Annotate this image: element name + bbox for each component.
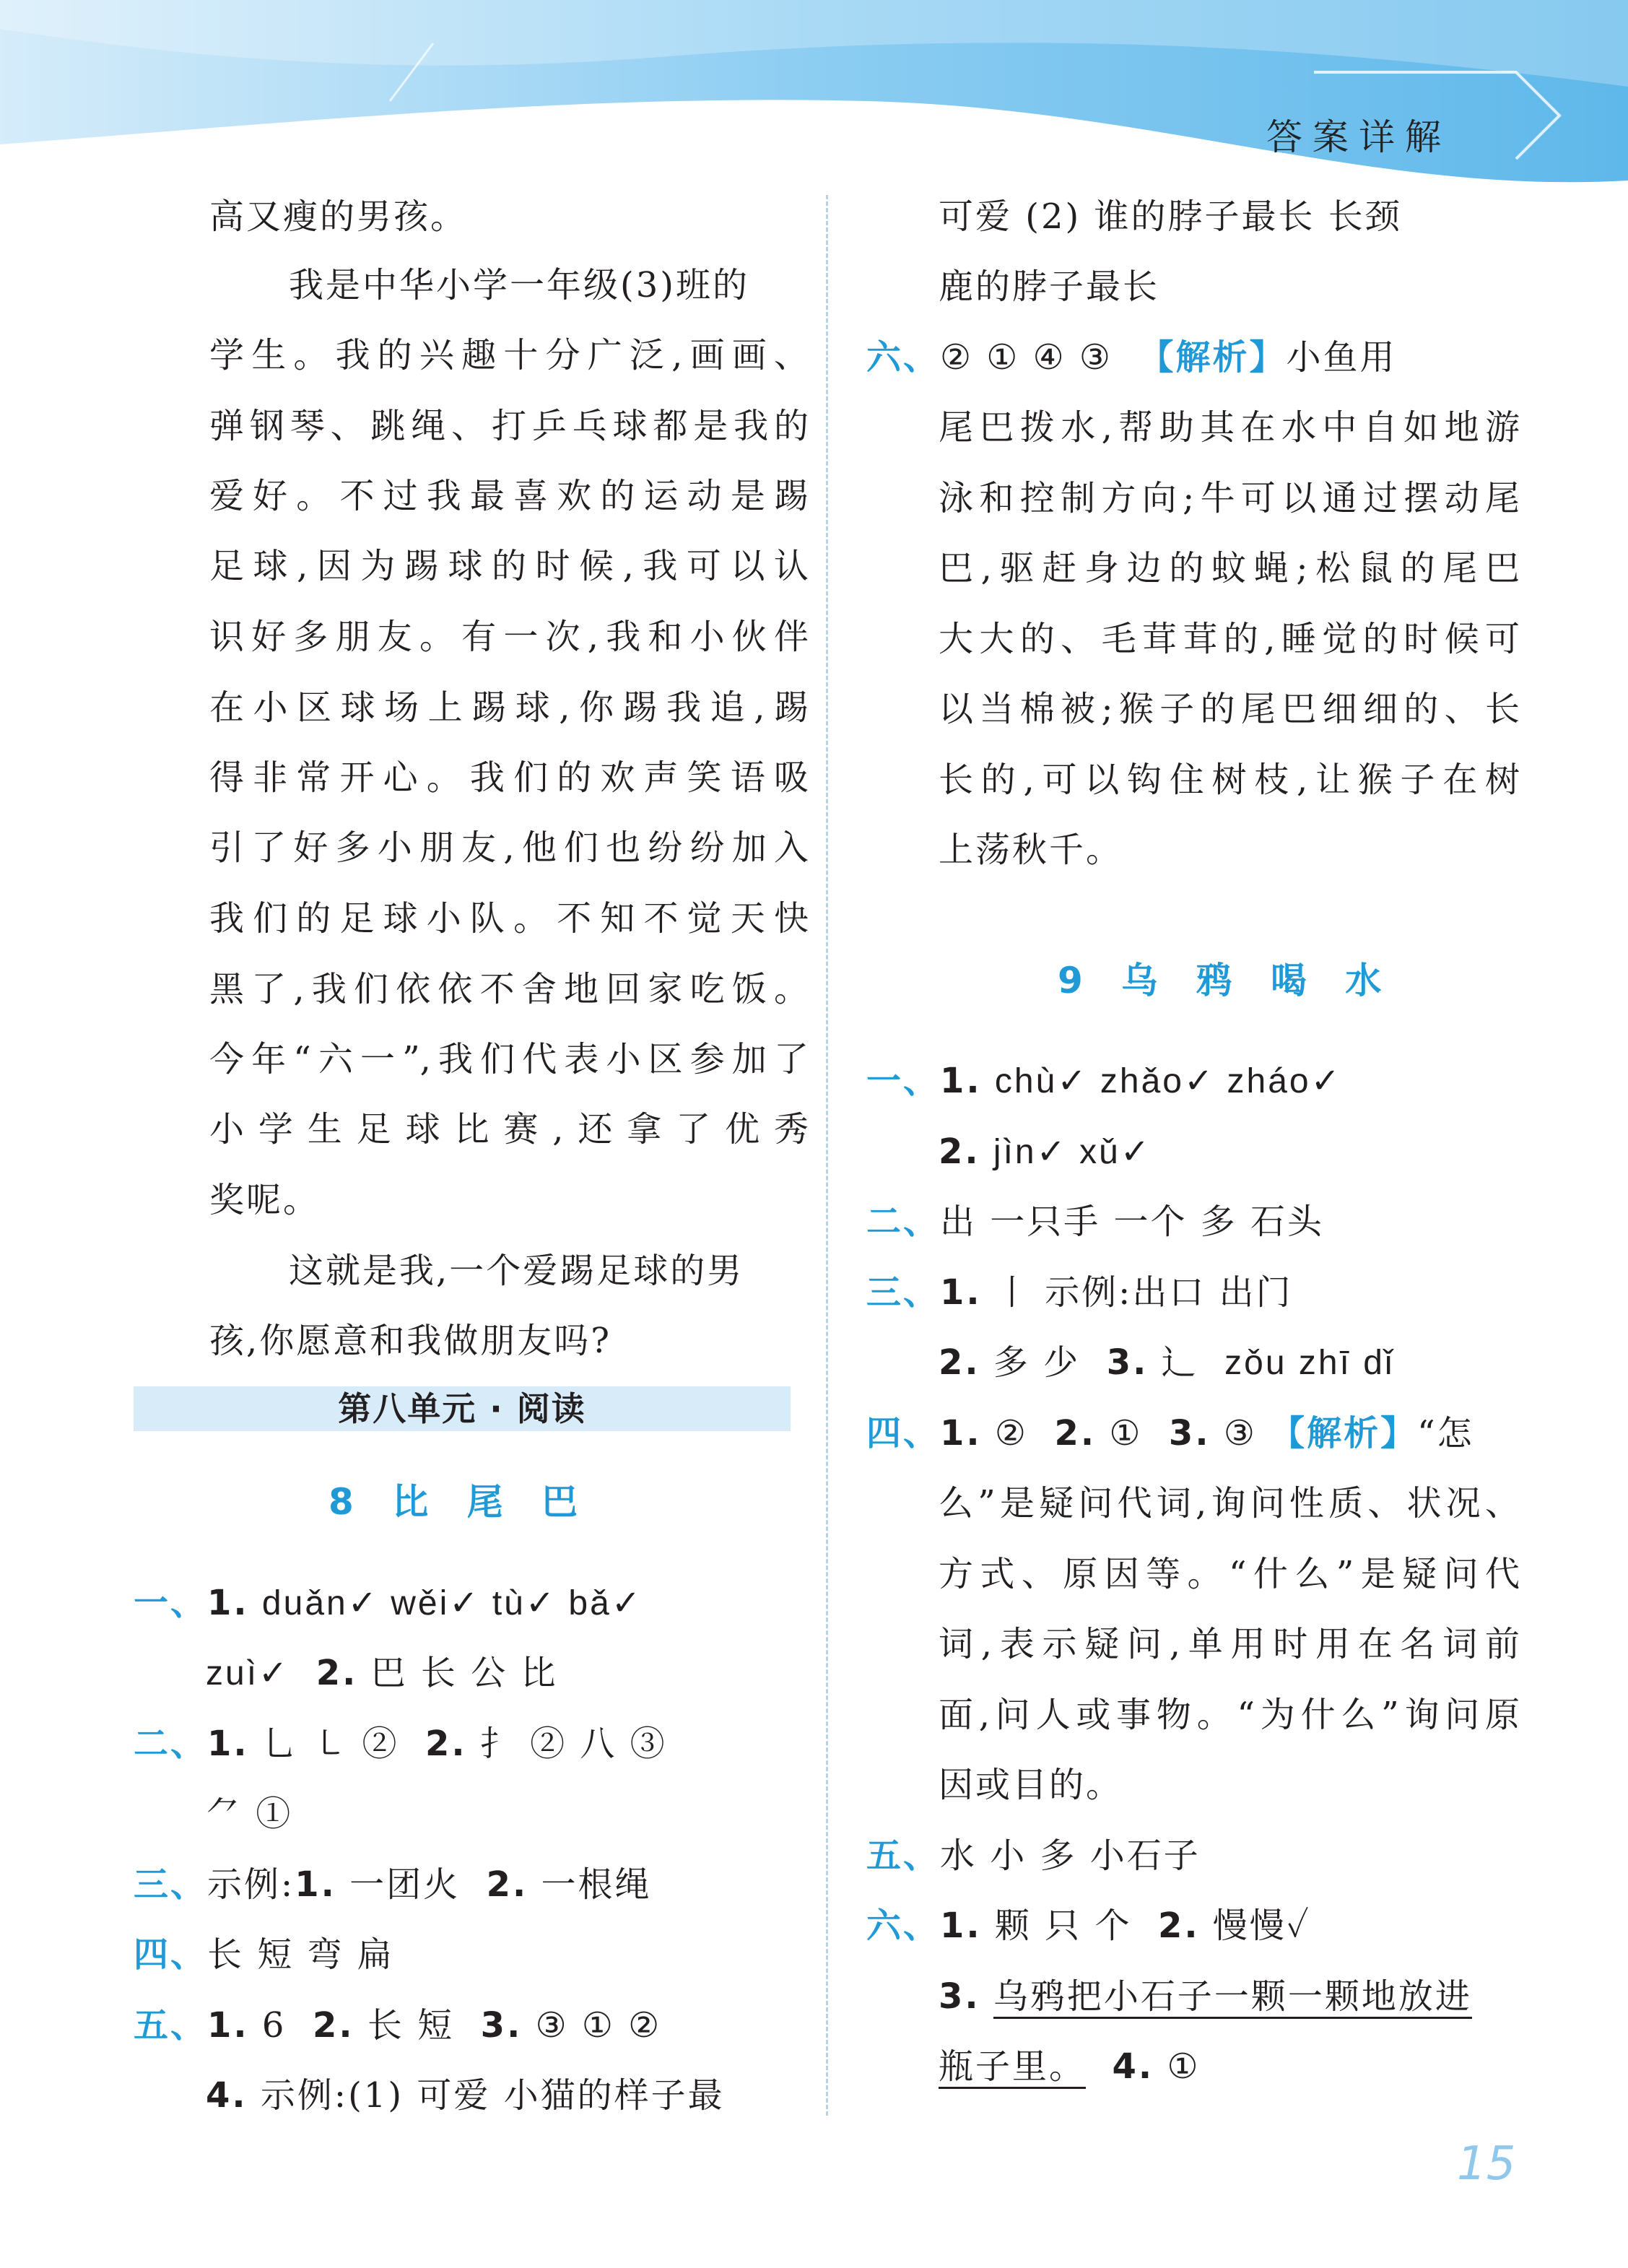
lesson-title-8: 8 比 尾 巴 [328,1481,591,1523]
essay-line: 奖呢。 [209,1180,321,1220]
item-number: 3. [1106,1342,1149,1383]
analysis-line: 泳和控制方向;牛可以通过摆动尾 [939,478,1520,518]
essay-line: 今年“六一”,我们代表小区参加了 [209,1039,809,1079]
analysis-line: 方式、原因等。“什么”是疑问代 [939,1554,1520,1594]
pinyin-answers: duǎn✓ wěi✓ tù✓ bǎ✓ [261,1584,643,1622]
essay-line: 这就是我,一个爱踢足球的男 [289,1251,744,1291]
question-marker: 一、 [134,1583,208,1623]
answer-text: 出 一只手 一个 多 石头 [940,1202,1325,1242]
item-number: 1. [207,1724,249,1764]
header-banner [0,0,1628,202]
analysis-line: 巴,驱赶身边的蚊蝇;松鼠的尾巴 [939,548,1520,588]
continued-answer: 鹿的脖子最长 [939,266,1160,307]
essay-line: 孩,你愿意和我做朋友吗? [209,1321,611,1361]
answer-text: ③ [1223,1413,1257,1454]
analysis-text: “怎 [1417,1413,1474,1454]
item-number: 1. [940,1413,982,1454]
item-number: 2. [315,1653,358,1693]
analysis-line: 尾巴拨水,帮助其在水中自如地游 [939,407,1520,448]
essay-line: 小学生足球比赛,还拿了优秀 [209,1109,809,1150]
page-number: 15 [1457,2137,1516,2191]
answer-text: ③ ① ② [535,2005,662,2046]
question-marker: 三、 [866,1272,941,1313]
answer-text: ① [1109,1413,1143,1454]
analysis-line: 因或目的。 [939,1765,1123,1805]
question-marker: 二、 [866,1202,941,1242]
essay-line: 引了好多小朋友,他们也纷纷加入 [209,827,809,868]
answer-text: 示例: [207,1864,295,1905]
item-number: 2. [939,1342,980,1383]
question-marker: 五、 [134,2005,208,2046]
underlined-answer: 瓶子里。 [939,2046,1086,2089]
answer-text: 颗 只 个 [994,1906,1132,1946]
answer-text: 扌 ② 八 ③ [479,1724,667,1764]
item-number: 2. [1157,1906,1200,1946]
continued-answer: 可爱 (2) 谁的脖子最长 长颈 [939,196,1402,237]
question-marker: 四、 [866,1413,941,1454]
item-number: 2. [486,1864,528,1905]
question-marker: 六、 [866,1906,941,1946]
essay-line: 黑了,我们依依不舍地回家吃饭。 [209,969,809,1009]
analysis-text: 小鱼用 [1286,337,1397,378]
item-number: 1. [207,1583,249,1623]
answer-text: ② ① ④ ③ [940,337,1113,378]
item-number: 1. [940,1272,982,1313]
essay-line: 我们的足球小队。不知不觉天快 [209,898,809,939]
pinyin-answers: zuì✓ [206,1654,290,1693]
question-marker: 四、 [134,1934,208,1975]
item-number: 3. [939,1976,980,2017]
answer-text: ⺃ ㇄ ② [261,1724,399,1764]
item-number: 3. [1168,1413,1211,1454]
answer-text: 多 少 [993,1342,1081,1383]
essay-line: 爱好。不过我最喜欢的运动是踢 [209,476,809,516]
answer-text: ⺈ ① [206,1794,293,1834]
analysis-line: 上荡秋千。 [939,830,1123,870]
item-number: 1. [207,2005,249,2046]
essay-line: 识好多朋友。有一次,我和小伙伴 [209,617,809,657]
underlined-answer: 乌鸦把小石子一颗一颗地放进 [993,1976,1472,2019]
essay-line: 得非常开心。我们的欢声笑语吸 [209,757,809,798]
analysis-line: 面,问人或事物。“为什么”询问原 [939,1695,1520,1735]
item-number: 1. [940,1061,982,1101]
item-number: 4. [206,2075,248,2116]
item-number: 1. [295,1864,336,1905]
pinyin-answers: zǒu zhī dǐ [1224,1344,1395,1382]
question-marker: 一、 [866,1061,941,1101]
item-number: 3. [480,2005,523,2046]
essay-line: 弹钢琴、跳绳、打乒乓球都是我的 [209,406,809,446]
answer-text: 6 [261,2005,287,2046]
answer-text: 巴 长 公 比 [370,1653,558,1693]
item-number: 2. [312,2005,354,2046]
unit-title: 第八单元 · 阅读 [134,1386,791,1431]
answer-text: ② [994,1413,1028,1454]
item-number: 4. [1112,2046,1154,2087]
answer-text: 长 短 弯 扁 [207,1934,394,1975]
answer-text: 辶 [1161,1342,1198,1383]
question-marker: 二、 [134,1724,208,1764]
item-number: 1. [940,1906,982,1946]
question-marker: 六、 [866,337,941,378]
answer-text: ① [1167,2046,1201,2087]
item-number: 2. [939,1131,980,1172]
question-marker: 五、 [866,1835,941,1876]
answer-text: 一团火 [349,1864,461,1905]
essay-line: 高又瘦的男孩。 [209,196,468,237]
answer-text: 一根绳 [541,1864,652,1905]
essay-line: 在小区球场上踢球,你踢我追,踢 [209,687,809,728]
column-divider [826,195,828,2116]
header-title: 答案详解 [1266,116,1451,158]
essay-line: 我是中华小学一年级(3)班的 [289,265,749,305]
answer-text: 丨 示例:出口 出门 [994,1272,1293,1313]
essay-line: 足球,因为踢球的时候,我可以认 [209,546,809,586]
analysis-line: 以当棉被;猴子的尾巴细细的、长 [939,689,1520,729]
analysis-tag: 【解析】 [1139,337,1287,378]
analysis-line: 长的,可以钩住树枝,让猴子在树 [939,760,1520,800]
pinyin-answers: jìn✓ xǔ✓ [993,1133,1152,1171]
analysis-line: 词,表示疑问,单用时用在名词前 [939,1624,1520,1664]
item-number: 2. [1054,1413,1097,1454]
lesson-title-9: 9 乌 鸦 喝 水 [1058,960,1395,1002]
pinyin-answers: chù✓ zhǎo✓ zháo✓ [994,1062,1342,1100]
essay-line: 学生。我的兴趣十分广泛,画画、 [209,335,809,375]
item-number: 2. [425,1724,467,1764]
answer-text: 水 小 多 小石子 [940,1835,1201,1876]
question-marker: 三、 [134,1864,208,1905]
analysis-line: 么”是疑问代词,询问性质、状况、 [939,1483,1520,1524]
answer-text: 慢慢✓ [1212,1906,1311,1946]
analysis-line: 大大的、毛茸茸的,睡觉的时候可 [939,619,1520,659]
analysis-tag: 【解析】 [1270,1413,1418,1454]
answer-text: 长 短 [367,2005,455,2046]
answer-text: 示例:(1) 可爱 小猫的样子最 [260,2075,725,2116]
